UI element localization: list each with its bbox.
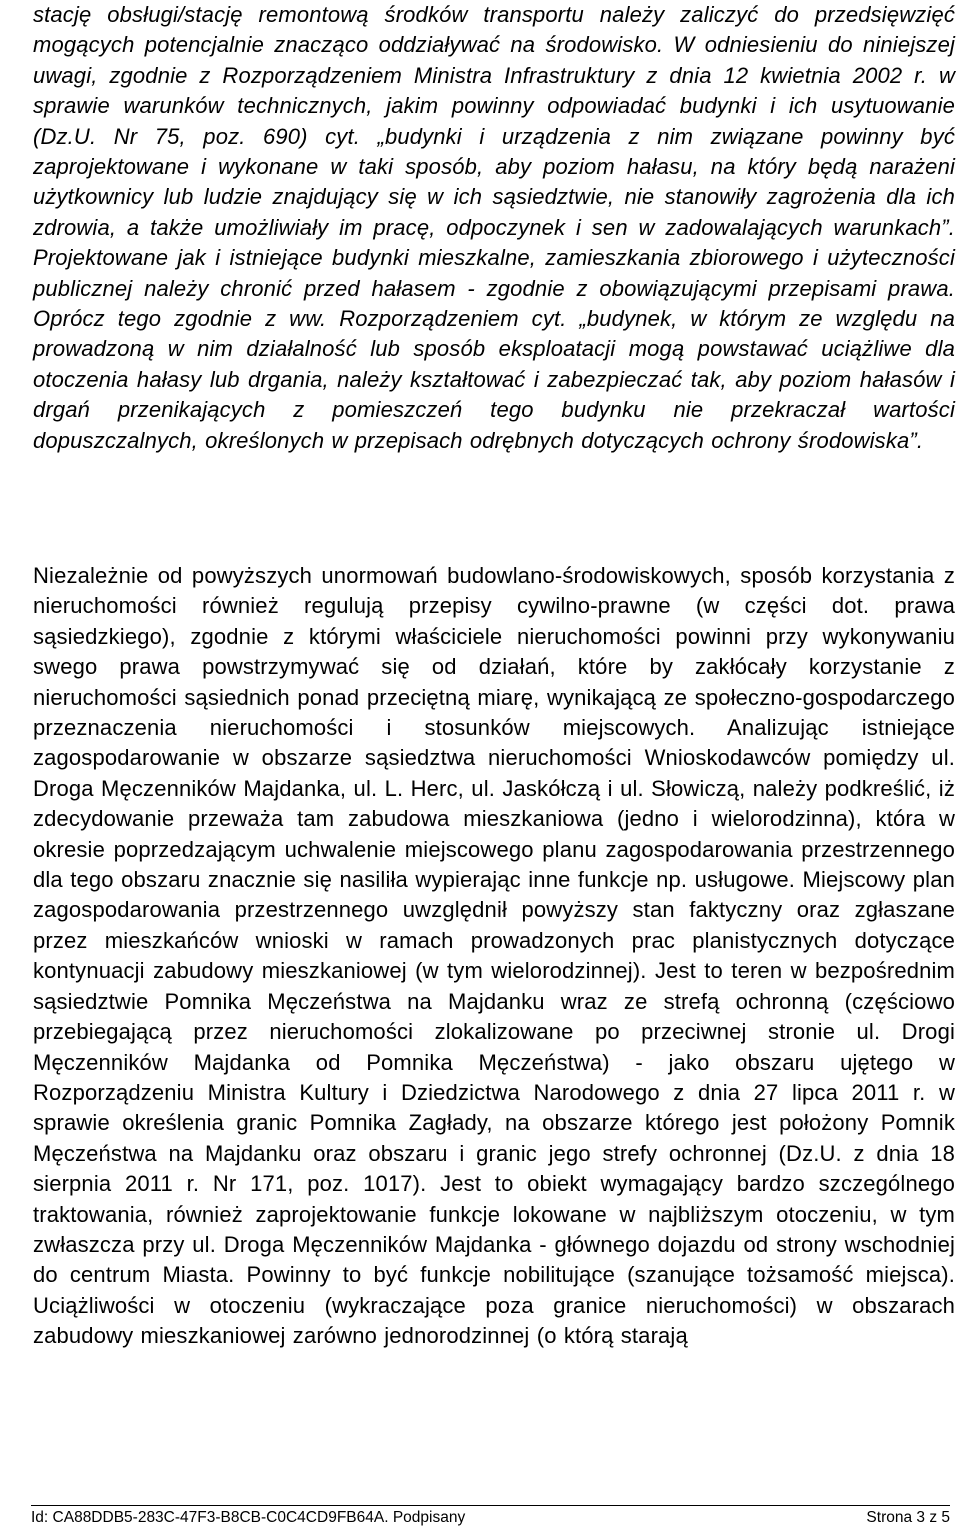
paragraph-neighbour-law: Niezależnie od powyższych unormowań budowlano-środowiskowych, sposób korzystania z nieruchomości również regulują przepisy cywilno-prawne (w części dot. prawa sąsiedzkiego), zgodnie z którymi właściciele nieruchomości powinni przy wykonywaniu swego prawa powstrzymywać się od działań, które by zakłócały korzystanie z nieruchomości sąsiednich ponad przeciętną miarę, wynikającą ze społeczno-gospodarczego przeznaczenia nieruchomości i stosunków miejscowych. Analizując istniejące zagospodarowanie w obszarze sąsiedztwa nieruchomości Wnioskodawców pomiędzy ul. Droga Męczenników Majdanka, ul. L. Herc, ul. Jaskółczą i ul. Słowiczą, należy podkreślić, iż zdecydowanie przeważa tam zabudowa mieszkaniowa (jedno i wielorodzinna), która w okresie poprzedzającym uchwalenie miejscowego planu zagospodarowania przestrzennego dla tego obszaru znacznie się nasiliła wypierając inne funkcje np. usługowe. Miejscowy plan zagospodarowania przestrzennego uwzględnił powyższy stan faktyczny oraz zgłaszane przez mieszkańców wnioski w ramach prowadzonych prac planistycznych dotyczące kontynuacji zabudowy mieszkaniowej (w tym wielorodzinnej). Jest to teren w bezpośrednim sąsiedztwie Pomnika Męczeństwa na Majdanku wraz ze strefą ochronną (częściowo przebiegającą przez nieruchomości zlokalizowane po przeciwnej stronie ul. Drogi Męczenników Majdanka od Pomnika Męczeństwa) - jako obszaru ujętego w Rozporządzeniu Ministra Kultury i Dziedzictwa Narodowego z dnia 27 lipca 2011 r. w sprawie określenia granic Pomnika Zagłady, na obszarze którego jest położony Pomnik Męczeństwa na Majdanku oraz obszaru i granic jego strefy ochronnej (Dz.U. z dnia 18 sierpnia 2011 r. Nr 171, poz. 1017). Jest to obiekt wymagający bardzo szczególnego traktowania, również zaprojektowanie funkcje lokowane w najbliższym otoczeniu, w tym zwłaszcza przy ul. Droga Męczenników Majdanka - głównego dojazdu od strony wschodniej do centrum Miasta. Powinny to być funkcje nobilitujące (szanujące tożsamość miejsca). Uciążliwości w otoczeniu (wykraczające poza granice nieruchomości) w obszarach zabudowy mieszkaniowej zarówno jednorodzinnej (o którą starają — [33, 563, 955, 1349]
page-footer — [31, 1505, 950, 1531]
footer-document-id: Id: CA88DDB5-283C-47F3-B8CB-C0C4CD9FB64A. Podpisany — [31, 1509, 466, 1526]
paragraph-quoted-regulations: stację obsługi/stację remontową środków transportu należy zaliczyć do przedsięwzięć mogących potencjalnie znacząco oddziaływać na środowisko. W odniesieniu do niniejszej uwagi, zgodnie z Rozporządzeniem Ministra Infrastruktury z dnia 12 kwietnia 2002 r. w sprawie warunków technicznych, jakim powinny odpowiadać budynki i ich usytuowanie (Dz.U. Nr 75, poz. 690) cyt. „budynki i urządzenia z nim związane powinny być zaprojektowane i wykonane w taki sposób, aby poziom hałasu, na który będą narażeni użytkownicy lub ludzie znajdujący się w ich sąsiedztwie, nie stanowiły zagrożenia dla ich zdrowia, a także umożliwiały im pracę, odpoczynek i sen w zadowalających warunkach”. Projektowane jak i istniejące budynki mieszkalne, zamieszkania zbiorowego i użyteczności publicznej należy chronić przed hałasem - zgodnie z obowiązującymi przepisami prawa. Oprócz tego zgodnie z ww. Rozporządzeniem cyt. „budynek, w którym ze względu na prowadzoną w nim działalność lub sposób eksploatacji mogą powstawać uciążliwe dla otoczenia hałasy lub drgania, należy kształtować i zabezpieczać tak, aby poziom hałasów i drgań przenikających z pomieszczeń tego budynku nie przekraczał wartości dopuszczalnych, określonych w przepisach odrębnych dotyczących ochrony środowiska”. — [33, 2, 955, 453]
footer-page-number: Strona 3 z 5 — [866, 1509, 950, 1526]
